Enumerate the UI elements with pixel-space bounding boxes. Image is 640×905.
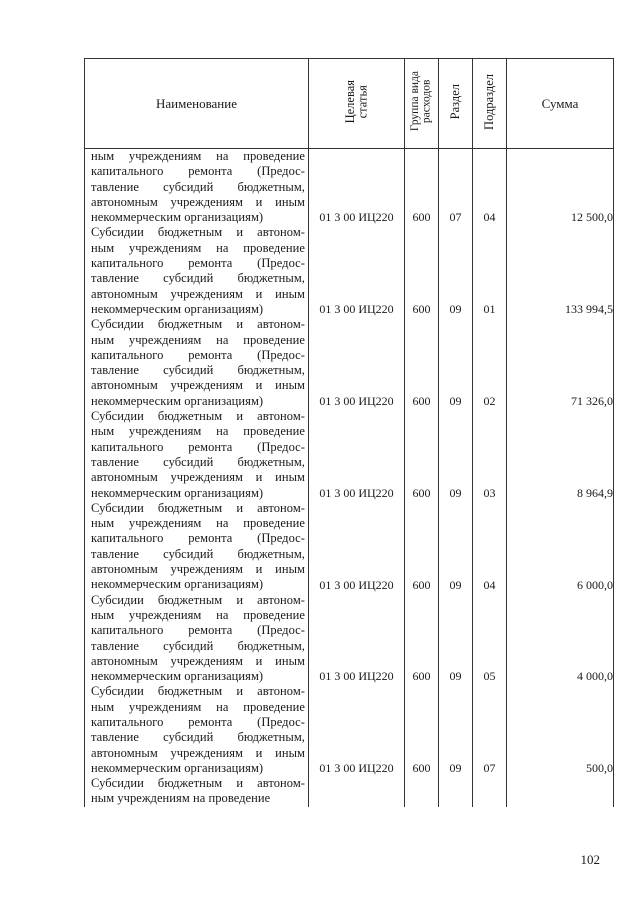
row-target-article: 01 3 00 ИЦ220 bbox=[309, 501, 405, 593]
description-line: автономным учреждениям и иным bbox=[91, 286, 305, 301]
description-line: некоммерческим организациям) bbox=[91, 301, 264, 316]
row-target-article: 01 3 00 ИЦ220 bbox=[309, 317, 405, 409]
row-description bbox=[85, 684, 309, 776]
description-line: автономным учреждениям и иным bbox=[91, 194, 305, 209]
row-expense-group bbox=[405, 776, 439, 807]
table-header-row bbox=[85, 59, 614, 149]
description-line: тавление субсидий бюджетным, bbox=[91, 454, 305, 469]
description-line: автономным учреждениям и иным bbox=[91, 470, 305, 485]
row-subsection: 07 bbox=[473, 684, 507, 776]
row-section: 09 bbox=[439, 501, 473, 593]
description-line: Субсидии бюджетным и автоном- bbox=[91, 409, 305, 424]
row-subsection: 04 bbox=[473, 501, 507, 593]
description-line: некоммерческим организациям) bbox=[91, 393, 264, 408]
row-sum bbox=[507, 776, 614, 807]
row-expense-group: 600 bbox=[405, 593, 439, 685]
description-line: Субсидии бюджетным и автоном- bbox=[91, 776, 305, 791]
description-line: тавление субсидий бюджетным, bbox=[91, 638, 305, 653]
table-row bbox=[85, 409, 614, 501]
row-expense-group: 600 bbox=[405, 225, 439, 317]
row-target-article: 01 3 00 ИЦ220 bbox=[309, 225, 405, 317]
description-line: тавление субсидий бюджетным, bbox=[91, 363, 305, 378]
table-row bbox=[85, 593, 614, 685]
row-sum: 71 326,0 bbox=[507, 317, 614, 409]
row-expense-group: 600 bbox=[405, 684, 439, 776]
description-line: тавление субсидий бюджетным, bbox=[91, 730, 305, 745]
row-target-article: 01 3 00 ИЦ220 bbox=[309, 593, 405, 685]
row-section: 09 bbox=[439, 593, 473, 685]
description-line: капитального ремонта (Предос- bbox=[91, 256, 305, 271]
row-sum: 8 964,9 bbox=[507, 409, 614, 501]
row-section bbox=[439, 776, 473, 807]
description-line: автономным учреждениям и иным bbox=[91, 745, 305, 760]
description-line: капитального ремонта (Предос- bbox=[91, 439, 305, 454]
row-subsection: 02 bbox=[473, 317, 507, 409]
row-section: 09 bbox=[439, 409, 473, 501]
header-sum: Сумма bbox=[507, 59, 614, 149]
row-subsection: 01 bbox=[473, 225, 507, 317]
description-line: Субсидии бюджетным и автоном- bbox=[91, 500, 305, 515]
row-expense-group: 600 bbox=[405, 501, 439, 593]
description-line: некоммерческим организациям) bbox=[91, 760, 264, 775]
header-section: Раздел bbox=[439, 59, 473, 149]
row-sum: 500,0 bbox=[507, 684, 614, 776]
description-line: автономным учреждениям и иным bbox=[91, 653, 305, 668]
table-row bbox=[85, 317, 614, 409]
row-sum: 133 994,5 bbox=[507, 225, 614, 317]
row-expense-group: 600 bbox=[405, 149, 439, 226]
row-expense-group: 600 bbox=[405, 409, 439, 501]
row-target-article bbox=[309, 776, 405, 807]
description-line: ным учреждениям на проведение bbox=[91, 699, 305, 714]
row-target-article: 01 3 00 ИЦ220 bbox=[309, 409, 405, 501]
description-line: ным учреждениям на проведение bbox=[91, 424, 305, 439]
description-line: Субсидии бюджетным и автоном- bbox=[91, 684, 305, 699]
description-line: ным учреждениям на проведение bbox=[91, 149, 305, 163]
row-section: 09 bbox=[439, 317, 473, 409]
description-line: капитального ремонта (Предос- bbox=[91, 714, 305, 729]
description-line: ным учреждениям на проведение bbox=[91, 791, 271, 806]
row-description bbox=[85, 317, 309, 409]
description-line: некоммерческим организациям) bbox=[91, 210, 264, 225]
table-row bbox=[85, 149, 614, 226]
row-description bbox=[85, 776, 309, 807]
row-sum: 4 000,0 bbox=[507, 593, 614, 685]
page-number: 102 bbox=[580, 852, 600, 867]
description-line: Субсидии бюджетным и автоном- bbox=[91, 317, 305, 332]
row-section: 07 bbox=[439, 149, 473, 226]
row-description bbox=[85, 409, 309, 501]
description-line: некоммерческим организациям) bbox=[91, 577, 264, 592]
budget-table bbox=[84, 58, 614, 807]
description-line: Субсидии бюджетным и автоном- bbox=[91, 592, 305, 607]
row-description bbox=[85, 225, 309, 317]
row-subsection bbox=[473, 776, 507, 807]
table-row bbox=[85, 225, 614, 317]
description-line: тавление субсидий бюджетным, bbox=[91, 179, 305, 194]
row-subsection: 03 bbox=[473, 409, 507, 501]
table-row bbox=[85, 501, 614, 593]
description-line: Субсидии бюджетным и автоном- bbox=[91, 225, 305, 240]
description-line: некоммерческим организациям) bbox=[91, 669, 264, 684]
description-line: капитального ремонта (Предос- bbox=[91, 347, 305, 362]
row-description bbox=[85, 501, 309, 593]
header-subsection: Подраздел bbox=[473, 59, 507, 149]
description-line: тавление субсидий бюджетным, bbox=[91, 546, 305, 561]
description-line: автономным учреждениям и иным bbox=[91, 562, 305, 577]
description-line: ным учреждениям на проведение bbox=[91, 240, 305, 255]
row-subsection: 05 bbox=[473, 593, 507, 685]
description-line: ным учреждениям на проведение bbox=[91, 332, 305, 347]
row-description bbox=[85, 593, 309, 685]
row-description bbox=[85, 149, 309, 226]
header-expense-group: Группа вида расходов bbox=[405, 59, 439, 149]
description-line: капитального ремонта (Предос- bbox=[91, 164, 305, 179]
row-section: 09 bbox=[439, 684, 473, 776]
header-name: Наименование bbox=[85, 59, 309, 149]
row-section: 09 bbox=[439, 225, 473, 317]
description-line: капитального ремонта (Предос- bbox=[91, 623, 305, 638]
description-line: тавление субсидий бюджетным, bbox=[91, 271, 305, 286]
description-line: ным учреждениям на проведение bbox=[91, 516, 305, 531]
row-target-article: 01 3 00 ИЦ220 bbox=[309, 684, 405, 776]
description-line: некоммерческим организациям) bbox=[91, 485, 264, 500]
description-line: автономным учреждениям и иным bbox=[91, 378, 305, 393]
header-target-article: Целевая статья bbox=[309, 59, 405, 149]
table-row bbox=[85, 684, 614, 776]
row-target-article: 01 3 00 ИЦ220 bbox=[309, 149, 405, 226]
row-sum: 12 500,0 bbox=[507, 149, 614, 226]
description-line: капитального ремонта (Предос- bbox=[91, 531, 305, 546]
table-row bbox=[85, 776, 614, 807]
row-sum: 6 000,0 bbox=[507, 501, 614, 593]
row-expense-group: 600 bbox=[405, 317, 439, 409]
description-line: ным учреждениям на проведение bbox=[91, 607, 305, 622]
row-subsection: 04 bbox=[473, 149, 507, 226]
